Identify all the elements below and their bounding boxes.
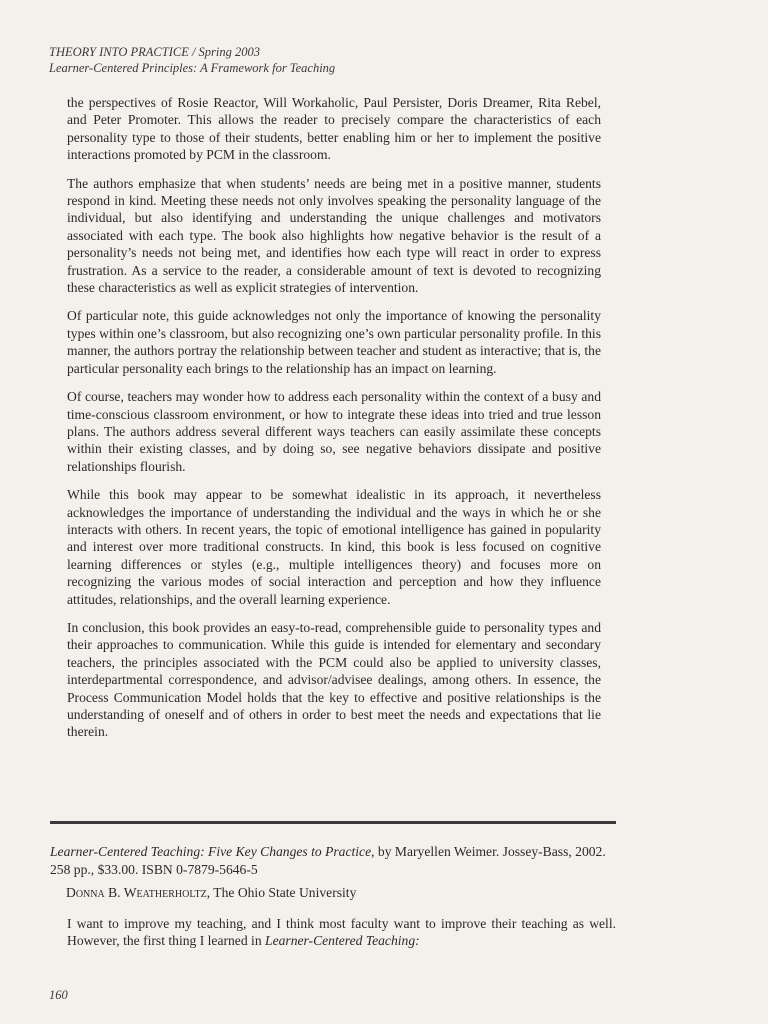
paragraph: Of particular note, this guide acknowledges not only the importance of knowing the personality types within one’s classroom, but also recognizing one’s own particular personality profile. In this manner, the authors portray the relationship between teacher and student as interactive; that is, the particular personality each brings to the relationship has an impact on learning. xyxy=(67,308,601,376)
article-body xyxy=(67,94,601,752)
citation-details: , by Maryellen Weimer. Jossey-Bass, 2002. 258 pp., $33.00. ISBN 0-7879-5646-5 xyxy=(50,844,606,877)
paragraph: the perspectives of Rosie Reactor, Will Workaholic, Paul Persister, Doris Dreamer, Rita Rebel, and Peter Promoter. This allows the reader to precisely compare the characteristics of each personality type to those of their students, better enabling him or her to implement the positive interactions promoted by PCM in the classroom. xyxy=(67,95,601,163)
section-divider xyxy=(50,821,616,824)
reviewer-name: Donna B. Weatherholtz xyxy=(66,885,207,900)
reviewer-affiliation: , The Ohio State University xyxy=(206,885,357,900)
book-citation xyxy=(50,843,616,879)
reviewer-line xyxy=(66,884,616,902)
running-head-journal: THEORY INTO PRACTICE / Spring 2003 xyxy=(49,45,261,59)
review-inline-title: Learner-Centered Teaching: xyxy=(265,933,420,949)
book-title: Learner-Centered Teaching: Five Key Changes to Practice xyxy=(50,844,372,859)
paragraph: The authors emphasize that when students’ needs are being met in a positive manner, students respond in kind. Meeting these needs not only involves speaking the personality language of the individual, but also identifying and understanding the unique challenges and motivators associated with each type. The book also highlights how negative behavior is the result of a personality’s needs not being met, and identifies how each type will react in order to express frustration. As a service to the reader, a considerable amount of text is devoted to recognizing these characteristics as well as explicit strategies of intervention. xyxy=(67,175,601,296)
review-body xyxy=(67,915,616,950)
paragraph: Of course, teachers may wonder how to address each personality within the context of a busy and time-conscious classroom environment, or how to integrate these ideas into tried and true lesson plans. The authors address several different ways teachers can easily assimilate these concepts within their existing classes, and by doing so, see negative behaviors dissipate and positive relationships flourish. xyxy=(67,389,601,474)
paragraph: While this book may appear to be somewhat idealistic in its approach, it nevertheless acknowledges the importance of understanding the individual and the ways in which he or she interacts with others. In recent years, the topic of emotional intelligence has gained in popularity and interest over more traditional constructs. In kind, this book is less focused on cognitive learning differences or styles (e.g., multiple intelligences theory) and focuses more on recognizing the various modes of social interaction and perception and how they influence attitudes, relationships, and the overall learning experience. xyxy=(67,487,601,607)
review-header xyxy=(50,843,616,902)
paragraph: In conclusion, this book provides an easy-to-read, comprehensible guide to personality types and their approaches to communication. While this guide is intended for elementary and secondary teachers, the principles associated with the PCM could also be applied to university classes, interdepartmental correspondence, and advisor/advisee dealings, among others. In essence, the Process Communication Model holds that the key to effective and positive relationships is the understanding of oneself and of others in order to best meet the needs and expectations that lie therein. xyxy=(67,619,601,740)
running-head-issue-title: Learner-Centered Principles: A Framework for Teaching xyxy=(49,61,336,75)
running-head xyxy=(49,44,335,76)
page-number: 160 xyxy=(49,988,68,1002)
review-paragraph-start: I want to improve my teaching, and I think most faculty want to improve their teaching as well. However, the first thing I learned in xyxy=(67,916,616,949)
